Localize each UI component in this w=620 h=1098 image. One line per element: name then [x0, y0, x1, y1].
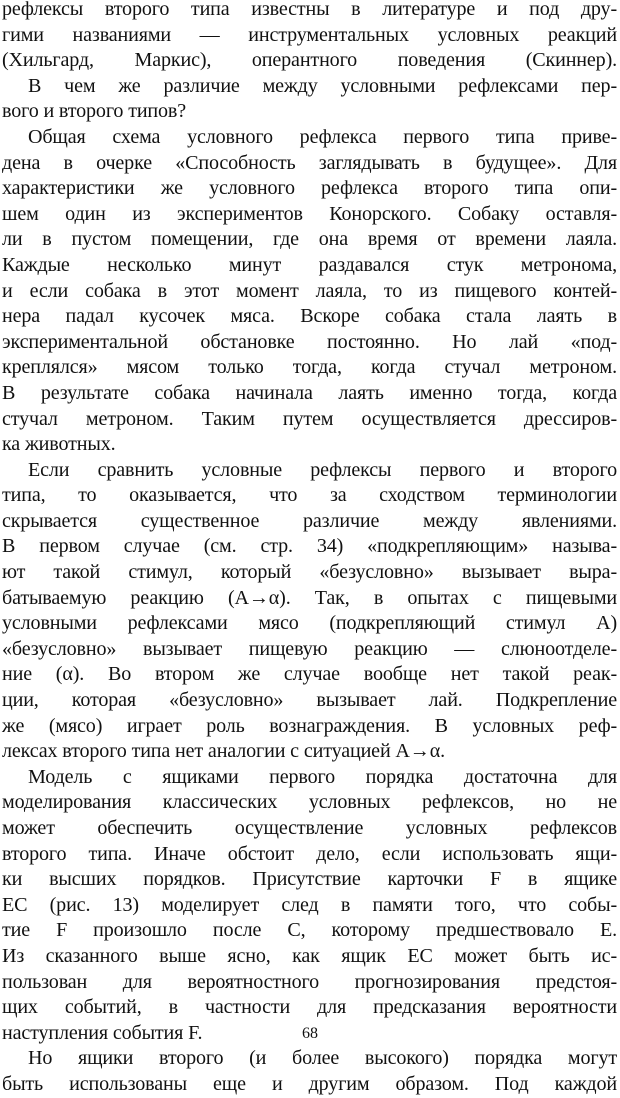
text-line: тие F произошло после C, которому предшествовало E. — [2, 919, 617, 942]
text-line: экспериментальной обстановке постоянно. Но лай «под- — [2, 330, 617, 353]
text-line: быть использованы еще и другим образом. Под каждой — [2, 1072, 617, 1095]
text-line: второго типа. Иначе обстоит дело, если использовать ящи- — [2, 842, 617, 865]
text-line: вого и второго типов? — [2, 100, 187, 123]
text-line: ции, которая «безусловно» вызывает лай. Подкрепление — [2, 689, 617, 712]
text-line: же (мясо) играет роль вознаграждения. В условных реф- — [2, 714, 617, 737]
text-line: ние (α). Во втором же случае вообще нет такой реак- — [2, 663, 617, 686]
text-line: «безусловно» вызывает пищевую реакцию — слюноотделе- — [2, 637, 617, 660]
text-line: может обеспечить осуществление условных рефлексов — [2, 817, 617, 839]
text-line: характеристики же условного рефлекса второго типа опи- — [2, 177, 617, 200]
text-line: В результате собака начинала лаять именно тогда, когда — [2, 381, 617, 404]
text-line: EC (рис. 13) моделирует след в памяти того, что собы- — [2, 893, 617, 916]
text-line: Модель с ящиками первого порядка достаточна для — [28, 765, 617, 788]
text-line: лексах второго типа нет аналогии с ситуацией A→α. — [2, 740, 445, 763]
text-line: ют такой стимул, который «безусловно» вызывает выра- — [2, 561, 617, 584]
text-line: ли в пустом помещении, где она время от времени лаяла. — [2, 228, 617, 251]
text-line: В первом случае (см. стр. 34) «подкрепляющим» называ- — [2, 535, 617, 558]
text-line: щих событий, в частности для предсказания вероятности — [2, 996, 617, 1019]
text-line: стучал метроном. Таким путем осуществляется дрессиров- — [2, 407, 617, 430]
text-line: пользован для вероятностного прогнозирования предстоя- — [2, 970, 617, 993]
text-line: дена в очерке «Способность заглядывать в будущее». Для — [2, 151, 617, 174]
text-line: батываемую реакцию (A→α). Так, в опытах с пищевыми — [2, 586, 617, 609]
text-line: моделирования классических условных рефлексов, но не — [2, 791, 617, 814]
text-line: Если сравнить условные рефлексы первого и второго — [28, 458, 617, 481]
text-line: Из сказанного выше ясно, как ящик EC может быть ис- — [2, 944, 617, 967]
text-line: креплялся» мясом только тогда, когда стучал метроном. — [2, 356, 617, 379]
text-line: шем один из экспериментов Конорского. Собаку оставля- — [2, 202, 617, 225]
text-line: Но ящики второго (и более высокого) порядка могут — [28, 1047, 617, 1070]
text-line: В чем же различие между условными рефлексами пер- — [28, 74, 617, 97]
text-line: Общая схема условного рефлекса первого типа приве- — [28, 125, 617, 148]
text-line: ки высших порядков. Присутствие карточки F в ящике — [2, 868, 617, 891]
text-line: условными рефлексами мясо (подкрепляющий стимул A) — [2, 612, 617, 635]
text-line: наступления события F. — [2, 1021, 203, 1044]
text-line: скрывается существенное различие между явлениями. — [2, 509, 617, 532]
text-line: (Хильгард, Маркис), оперантного поведения (Скиннер). — [2, 49, 617, 72]
text-line: гими названиями — инструментальных условных реакций — [2, 23, 617, 46]
text-line: ка животных. — [2, 433, 116, 456]
text-line: типа, то оказывается, что за сходством терминологии — [2, 484, 617, 507]
text-line: рефлексы второго типа известны в литературе и под дру- — [2, 0, 617, 20]
text-line: и если собака в этот момент лаяла, то из пищевого контей- — [2, 279, 617, 302]
body-text — [2, 0, 617, 1098]
text-line: Каждые несколько минут раздавался стук метронома, — [2, 253, 617, 276]
page-number: 68 — [302, 1025, 318, 1042]
text-line: нера падал кусочек мяса. Вскоре собака стала лаять в — [2, 305, 617, 328]
